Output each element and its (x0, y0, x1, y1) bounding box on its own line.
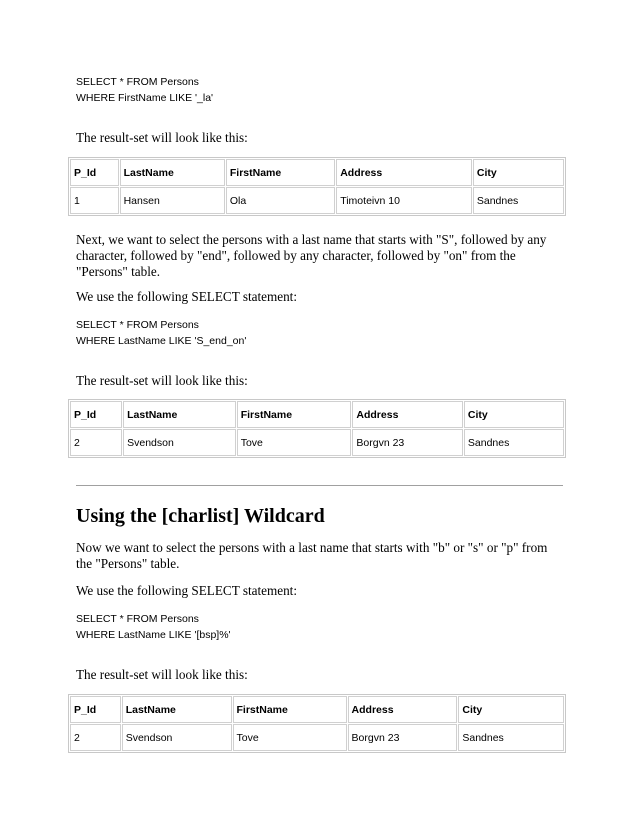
column-header: P_Id (70, 696, 121, 723)
column-header: LastName (122, 696, 232, 723)
table-cell: Borgvn 23 (352, 429, 463, 456)
sql-code-block-2 (76, 317, 246, 349)
result-table-1 (68, 157, 566, 216)
column-header: City (464, 401, 564, 428)
table-cell: Sandnes (458, 724, 564, 751)
section2-intro: Next, we want to select the persons with a last name that starts with "S", followed by any character, followed by "end", followed by any character, followed by "on" from the "Persons" table. (76, 232, 547, 279)
table-row (70, 429, 564, 456)
table-cell: Tove (233, 724, 347, 751)
table-header-row (70, 401, 564, 428)
column-header: P_Id (70, 401, 122, 428)
section3-intro: Now we want to select the persons with a last name that starts with "b" or "s" or "p" from the "Persons" table. (76, 540, 548, 571)
column-header: FirstName (233, 696, 347, 723)
code-line: WHERE LastName LIKE '[bsp]%' (76, 629, 231, 641)
result-table-3 (68, 694, 566, 753)
statement-intro-3: We use the following SELECT statement: (76, 583, 298, 598)
section-heading: Using the [charlist] Wildcard (76, 505, 325, 527)
code-line: SELECT * FROM Persons (76, 319, 199, 331)
table-header-row (70, 159, 564, 186)
code-line: SELECT * FROM Persons (76, 76, 199, 88)
table-cell: Tove (237, 429, 352, 456)
statement-intro-2: We use the following SELECT statement: (76, 289, 298, 304)
result-intro-2: The result-set will look like this: (76, 373, 248, 388)
result-intro-1: The result-set will look like this: (76, 130, 248, 145)
column-header: LastName (120, 159, 225, 186)
table-row (70, 724, 564, 751)
column-header: Address (352, 401, 463, 428)
column-header: City (473, 159, 564, 186)
table-cell: Timoteivn 10 (336, 187, 472, 214)
code-line: SELECT * FROM Persons (76, 613, 199, 625)
column-header: Address (348, 696, 458, 723)
sql-code-block-1 (76, 74, 213, 106)
table-cell: Sandnes (473, 187, 564, 214)
code-line: WHERE FirstName LIKE '_la' (76, 92, 214, 104)
column-header: FirstName (226, 159, 335, 186)
table-cell: Ola (226, 187, 335, 214)
column-header: City (458, 696, 564, 723)
code-line: WHERE LastName LIKE 'S_end_on' (76, 335, 247, 347)
result-table-2 (68, 399, 566, 458)
table-cell: Borgvn 23 (348, 724, 458, 751)
table-row (70, 187, 564, 214)
table-header-row (70, 696, 564, 723)
table-cell: Hansen (120, 187, 225, 214)
table-cell: Sandnes (464, 429, 564, 456)
section-divider (76, 485, 563, 486)
table-cell: 2 (70, 724, 121, 751)
column-header: P_Id (70, 159, 119, 186)
table-cell: Svendson (123, 429, 236, 456)
sql-code-block-3 (76, 611, 231, 643)
column-header: LastName (123, 401, 236, 428)
column-header: Address (336, 159, 472, 186)
table-cell: Svendson (122, 724, 232, 751)
result-intro-3: The result-set will look like this: (76, 667, 248, 682)
table-cell: 1 (70, 187, 119, 214)
column-header: FirstName (237, 401, 352, 428)
table-cell: 2 (70, 429, 122, 456)
